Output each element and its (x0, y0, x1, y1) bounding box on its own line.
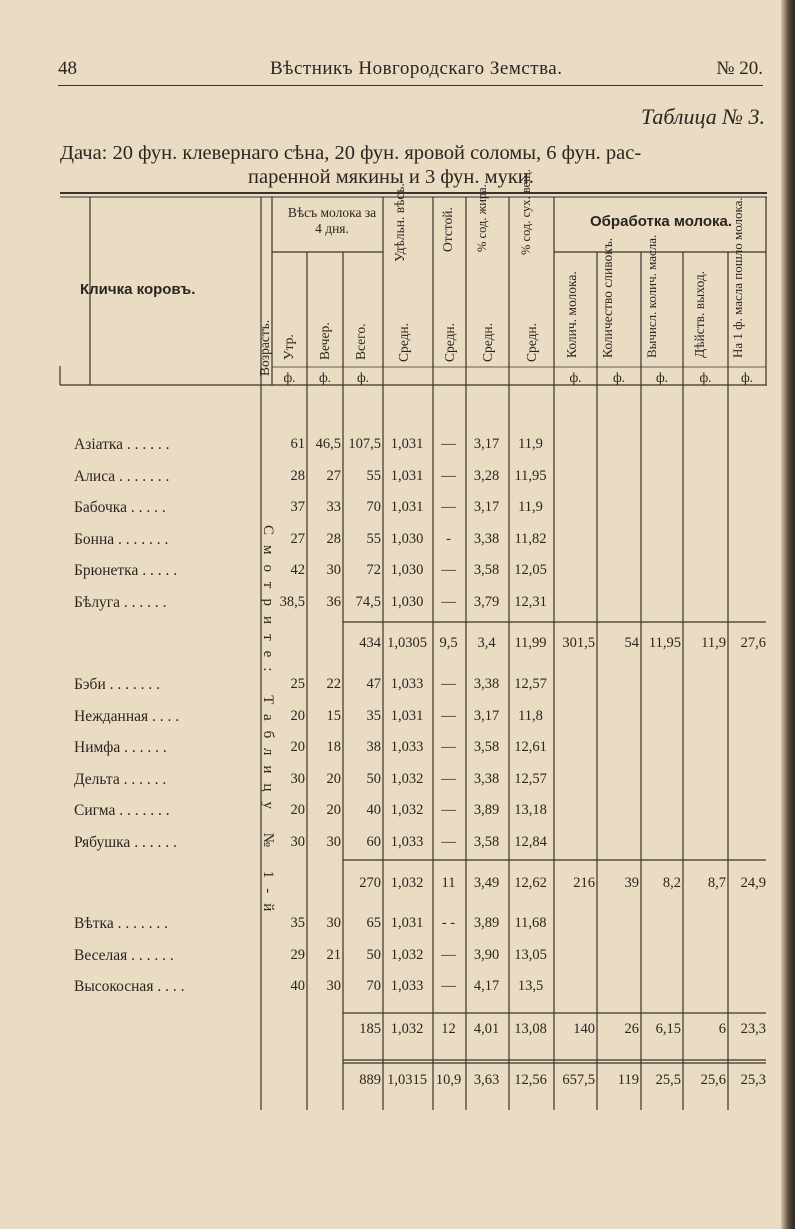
unit-p-calc: ф. (655, 370, 669, 385)
cell-settle: — (441, 594, 456, 610)
header-avg-fat: Средн. (480, 322, 495, 362)
book-edge (781, 0, 795, 1229)
cell-fat: 4,17 (473, 978, 500, 994)
header-morning: Утр. (281, 334, 296, 360)
cell-spec: 1,031 (390, 708, 424, 724)
cell-settle: — (441, 739, 456, 755)
cell-dry: 11,95 (514, 468, 547, 484)
cow-name: Бабочка . . . . . (74, 499, 166, 516)
summary-milk: 301,5 (562, 635, 595, 651)
summary-settle: 12 (441, 1021, 456, 1037)
cell-spec: 1,031 (390, 915, 424, 931)
cow-name: Бонна . . . . . . . (74, 531, 169, 548)
cell-evening: 20 (326, 771, 341, 787)
cell-total: 70 (366, 978, 381, 994)
summary-cream: 39 (624, 875, 639, 891)
cell-morning: 40 (290, 978, 305, 994)
header-total: Всего. (353, 323, 368, 360)
grand-total-actual: 25,6 (700, 1072, 726, 1088)
cow-name: Нежданная . . . . (74, 708, 180, 725)
cell-evening: 22 (326, 676, 341, 692)
summary-spec: 1,032 (390, 1021, 424, 1037)
cell-evening: 21 (326, 947, 341, 963)
cell-evening: 30 (326, 562, 341, 578)
cow-name: Высокосная . . . . (74, 978, 185, 995)
cell-evening: 33 (326, 499, 341, 515)
summary-cream: 26 (624, 1021, 639, 1037)
cell-dry: 11,9 (518, 499, 543, 515)
cell-spec: 1,030 (390, 594, 424, 610)
cell-spec: 1,032 (390, 771, 424, 787)
header-milk-weight-2: 4 дня. (315, 221, 349, 236)
cell-spec: 1,033 (390, 676, 424, 692)
cell-dry: 13,18 (514, 802, 547, 818)
header-processing: Обработка молока. (590, 213, 733, 230)
header-p-calc: Вычисл. колич. масла. (644, 234, 659, 358)
summary-fat: 4,01 (473, 1021, 500, 1037)
grand-total-fat: 3,63 (473, 1072, 500, 1088)
header-avg-settle: Средн. (442, 322, 457, 362)
page-number: 48 (58, 58, 77, 79)
cell-fat: 3,58 (473, 562, 500, 578)
cell-dry: 11,8 (518, 708, 543, 724)
cow-name: Азiатка . . . . . . (74, 436, 170, 453)
unit-p-per: ф. (740, 370, 754, 385)
grand-total-cream: 119 (617, 1072, 639, 1088)
cell-settle: — (441, 436, 456, 452)
header-cow-name: Кличка коровъ. (80, 281, 196, 298)
cell-settle: — (441, 947, 456, 963)
cell-evening: 30 (326, 915, 341, 931)
cow-name: Вѣтка . . . . . . . (74, 915, 168, 932)
cell-spec: 1,031 (390, 468, 424, 484)
cell-spec: 1,033 (390, 739, 424, 755)
cow-name: Бѣлуга . . . . . . (74, 594, 167, 611)
summary-per: 23,3 (740, 1021, 766, 1037)
cell-spec: 1,033 (390, 978, 424, 994)
cell-morning: 35 (290, 915, 305, 931)
grand-total-calc: 25,5 (655, 1072, 681, 1088)
cell-morning: 42 (290, 562, 305, 578)
summary-dry: 13,08 (514, 1021, 547, 1037)
cell-total: 65 (366, 915, 381, 931)
cell-total: 55 (366, 468, 381, 484)
header-p-actual: Дѣйств. выход. (692, 270, 707, 358)
cell-evening: 28 (326, 531, 341, 547)
header-rule (58, 85, 763, 86)
summary-per: 24,9 (740, 875, 766, 891)
summary-actual: 11,9 (701, 635, 726, 651)
cell-morning: 61 (290, 436, 305, 452)
summary-spec: 1,032 (390, 875, 424, 891)
summary-settle: 9,5 (439, 635, 458, 651)
table-label: Таблица № 3. (640, 104, 765, 129)
summary-total: 434 (359, 635, 381, 651)
cell-fat: 3,90 (473, 947, 500, 963)
grand-total-total: 889 (359, 1072, 381, 1088)
cell-total: 50 (366, 771, 381, 787)
cell-total: 55 (366, 531, 381, 547)
grand-total-per: 25,3 (740, 1072, 766, 1088)
summary-per: 27,6 (740, 635, 766, 651)
cell-total: 40 (366, 802, 381, 818)
cell-fat: 3,38 (473, 771, 500, 787)
summary-spec: 1,0305 (387, 635, 427, 651)
cow-name: Веселая . . . . . . (74, 947, 174, 964)
cow-name: Брюнетка . . . . . (74, 562, 178, 579)
cell-evening: 36 (326, 594, 341, 610)
summary-total: 270 (359, 875, 381, 891)
cell-settle: - - (441, 915, 456, 931)
cell-morning: 20 (290, 802, 305, 818)
cell-spec: 1,030 (390, 562, 424, 578)
cell-spec: 1,030 (390, 531, 424, 547)
cell-fat: 3,89 (473, 802, 500, 818)
cell-morning: 20 (290, 708, 305, 724)
cell-dry: 12,31 (514, 594, 547, 610)
grand-total-dry: 12,56 (514, 1072, 547, 1088)
cell-morning: 28 (290, 468, 305, 484)
cell-spec: 1,031 (390, 499, 424, 515)
header-avg-dry: Средн. (524, 322, 539, 362)
cell-evening: 20 (326, 802, 341, 818)
summary-calc: 11,95 (648, 635, 681, 651)
cell-morning: 37 (290, 499, 305, 515)
cell-evening: 30 (326, 834, 341, 850)
cell-settle: — (441, 802, 456, 818)
grand-total-settle: 10,9 (435, 1072, 462, 1088)
cell-evening: 46,5 (315, 436, 341, 452)
cell-fat: 3,38 (473, 676, 500, 692)
cell-dry: 12,61 (514, 739, 547, 755)
summary-fat: 3,49 (473, 875, 500, 891)
header-spec-weight: Удѣльн. вѣсъ. (392, 183, 407, 262)
side-reference-label: Смотрите: Таблицу № 1-й (260, 525, 276, 922)
cow-name: Бэби . . . . . . . (74, 676, 160, 693)
header-p-milk: Колич. молока. (564, 271, 579, 358)
cell-morning: 29 (290, 947, 305, 963)
cell-fat: 3,89 (473, 915, 500, 931)
cell-total: 72 (366, 562, 381, 578)
header-evening: Вечер. (317, 322, 332, 360)
cell-settle: — (441, 771, 456, 787)
summary-fat: 3,4 (477, 635, 496, 651)
summary-actual: 8,7 (707, 875, 726, 891)
cell-settle: - (446, 531, 451, 547)
cell-evening: 27 (326, 468, 341, 484)
summary-milk: 140 (573, 1021, 595, 1037)
header-fat-pct: % сод. жира. (475, 184, 489, 252)
cell-total: 107,5 (348, 436, 381, 452)
header-age: Возрастъ. (257, 319, 272, 376)
cell-total: 47 (366, 676, 381, 692)
summary-dry: 11,99 (514, 635, 547, 651)
header-settling: Отстой. (440, 207, 455, 252)
cell-dry: 12,57 (514, 676, 547, 692)
unit-evening: ф. (318, 370, 332, 385)
header-p-per-butter: На 1 ф. масла пошло молока. (730, 197, 745, 358)
journal-title: Вѣстникъ Новгородскаго Земства. (270, 58, 563, 79)
cell-dry: 11,68 (514, 915, 547, 931)
summary-calc: 8,2 (662, 875, 681, 891)
cow-name: Алиса . . . . . . . (74, 468, 170, 485)
cell-total: 60 (366, 834, 381, 850)
summary-calc: 6,15 (655, 1021, 681, 1037)
cell-spec: 1,032 (390, 802, 424, 818)
cell-dry: 11,9 (518, 436, 543, 452)
cell-fat: 3,38 (473, 531, 500, 547)
cell-settle: — (441, 978, 456, 994)
cell-settle: — (441, 468, 456, 484)
cell-total: 35 (366, 708, 381, 724)
cell-spec: 1,032 (390, 947, 424, 963)
cell-morning: 27 (290, 531, 305, 547)
cow-name: Рябушка . . . . . . (74, 834, 177, 851)
cell-dry: 13,5 (517, 978, 544, 994)
ration-line-2: паренной мякины и 3 фун. муки. (248, 166, 534, 188)
cell-dry: 13,05 (514, 947, 547, 963)
cow-name: Дельта . . . . . . (74, 771, 167, 788)
cell-dry: 12,57 (514, 771, 547, 787)
cell-dry: 12,05 (514, 562, 547, 578)
cell-morning: 25 (290, 676, 305, 692)
cell-fat: 3,58 (473, 739, 500, 755)
cell-fat: 3,17 (473, 436, 500, 452)
cell-fat: 3,17 (473, 708, 500, 724)
grand-total-milk: 657,5 (562, 1072, 595, 1088)
running-header (58, 58, 763, 84)
header-milk-weight-1: Вѣсъ молока за (287, 205, 377, 220)
cow-name: Сигма . . . . . . . (74, 802, 170, 819)
cell-fat: 3,58 (473, 834, 500, 850)
cell-evening: 15 (326, 708, 341, 724)
unit-p-cream: ф. (612, 370, 626, 385)
cell-total: 50 (366, 947, 381, 963)
unit-p-milk: ф. (569, 370, 582, 385)
summary-milk: 216 (573, 875, 595, 891)
cell-morning: 30 (290, 771, 305, 787)
summary-actual: 6 (718, 1021, 726, 1037)
cell-fat: 3,28 (473, 468, 500, 484)
cell-settle: — (441, 676, 456, 692)
cell-morning: 38,5 (279, 594, 305, 610)
cell-total: 74,5 (355, 594, 381, 610)
unit-total: ф. (356, 370, 370, 385)
cell-total: 70 (366, 499, 381, 515)
summary-total: 185 (359, 1021, 381, 1037)
cell-morning: 30 (290, 834, 305, 850)
cell-settle: — (441, 834, 456, 850)
cell-morning: 20 (290, 739, 305, 755)
ration-line-1: Дача: 20 фун. клевернаго сѣна, 20 фун. яровой соломы, 6 фун. рас- (60, 142, 642, 164)
cow-name: Нимфа . . . . . . (74, 739, 167, 756)
cell-spec: 1,033 (390, 834, 424, 850)
cell-settle: — (441, 708, 456, 724)
header-avg-spec: Средн. (396, 322, 411, 362)
cell-total: 38 (366, 739, 381, 755)
cell-dry: 12,84 (514, 834, 547, 850)
header-p-cream: Количество сливокъ. (600, 237, 615, 358)
summary-cream: 54 (624, 635, 639, 651)
cell-settle: — (441, 562, 456, 578)
grand-total-spec: 1,0315 (387, 1072, 427, 1088)
issue-number: № 20. (716, 58, 763, 79)
summary-dry: 12,62 (514, 875, 547, 891)
cell-fat: 3,17 (473, 499, 500, 515)
cell-dry: 11,82 (514, 531, 547, 547)
cell-settle: — (441, 499, 456, 515)
unit-p-actual: ф. (699, 370, 712, 385)
header-dry-pct: % сод. сух. вещ. (519, 169, 533, 255)
cell-evening: 30 (326, 978, 341, 994)
unit-morning: ф. (283, 370, 296, 385)
cell-fat: 3,79 (473, 594, 500, 610)
cell-spec: 1,031 (390, 436, 424, 452)
summary-settle: 11 (441, 875, 456, 891)
cell-evening: 18 (326, 739, 341, 755)
